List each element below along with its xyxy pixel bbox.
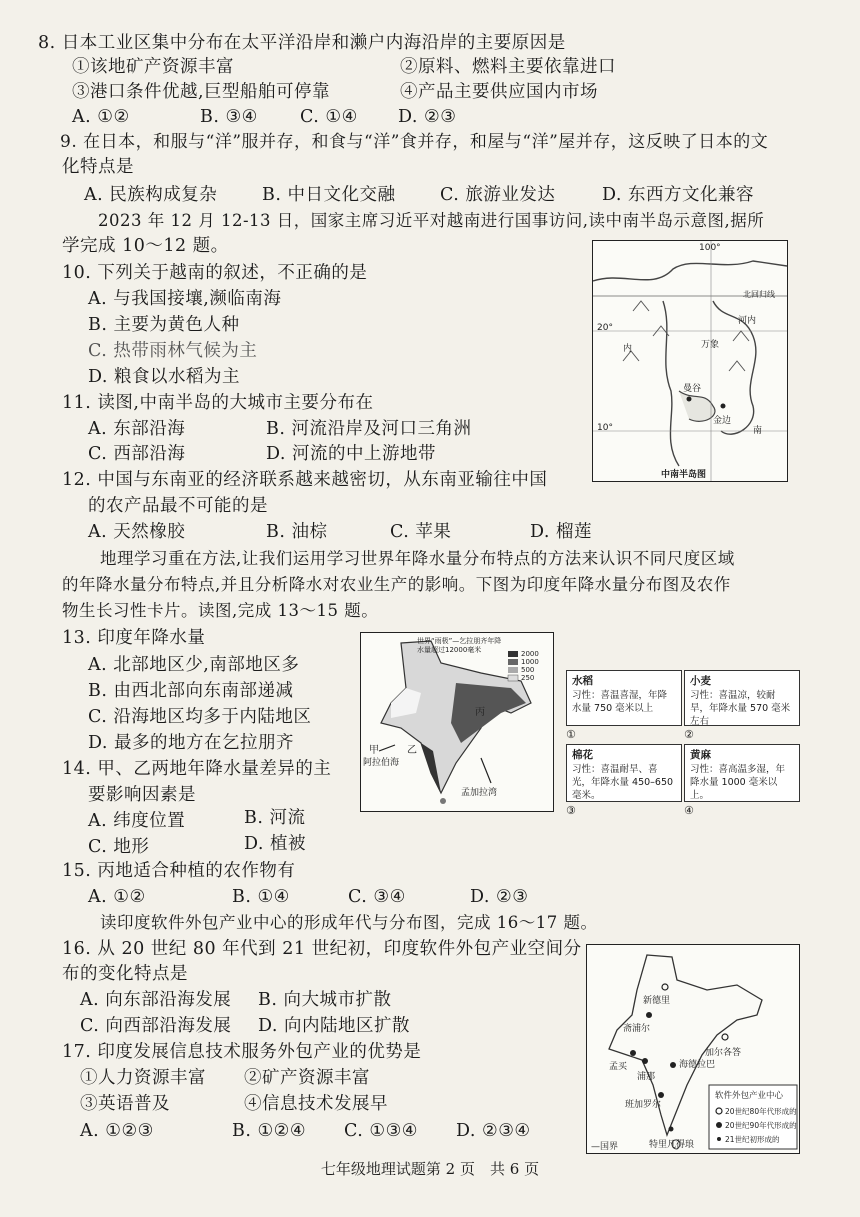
intro-13-15: 地理学习重在方法,让我们运用学习世界年降水量分布特点的方法来认识不同尺度区域	[100, 549, 735, 568]
crop-card-number: ④	[684, 804, 694, 817]
q12-choice-d: D. 榴莲	[530, 522, 593, 542]
q14-choice-a: A. 纬度位置	[88, 811, 186, 831]
intro-10-12-cont: 学完成 10～12 题。	[62, 236, 229, 256]
software-city-label: 新德里	[643, 996, 671, 1006]
q9-stem: 9. 在日本，和服与“洋”服并存，和食与“洋”食并存，和屋与“洋”屋并存，这反映了日本的文	[60, 132, 769, 152]
q17-choice-b: B. ①②④	[232, 1121, 307, 1141]
q16-choice-b: B. 向大城市扩散	[258, 990, 392, 1010]
rain-label-bay-of-bengal: 孟加拉湾	[461, 788, 498, 798]
q10-choice-a: A. 与我国接壤,濒临南海	[88, 289, 282, 309]
q9-choice-a: A. 民族构成复杂	[84, 185, 218, 205]
q10-stem: 10. 下列关于越南的叙述，不正确的是	[62, 263, 368, 283]
rain-legend-value: 1000	[521, 658, 539, 666]
q11-choice-c: C. 西部沿海	[88, 444, 186, 464]
indochina-label: 100°	[699, 243, 721, 253]
crop-card-title: 水稻	[572, 675, 593, 687]
q12-choice-b: B. 油棕	[266, 522, 328, 542]
rain-legend-title: 世界“雨极”—乞拉朋齐年降水量超过12000毫米	[417, 637, 502, 654]
q13-stem: 13. 印度年降水量	[62, 628, 206, 648]
software-city-label: 斋浦尔	[623, 1024, 651, 1034]
software-legend-item: 21世纪初形成的	[725, 1135, 780, 1144]
indochina-label: 内	[623, 344, 633, 354]
q14-choice-d: D. 植被	[244, 834, 307, 854]
software-legend-item: 20世纪80年代形成的	[725, 1107, 797, 1116]
q9-choice-d: D. 东西方文化兼容	[602, 185, 755, 205]
q17-opt-3: ③英语普及	[80, 1094, 170, 1114]
q8-opt-1: ①该地矿产资源丰富	[72, 57, 234, 77]
q11-choice-a: A. 东部沿海	[88, 419, 186, 439]
indochina-label: 万象	[701, 340, 720, 350]
q12-choice-c: C. 苹果	[390, 522, 452, 542]
crop-card-jute	[684, 744, 800, 802]
software-boundary-label: —国界	[591, 1142, 619, 1152]
q15-choice-c: C. ③④	[348, 887, 406, 907]
intro-16-17: 读印度软件外包产业中心的形成年代与分布图，完成 16～17 题。	[100, 913, 598, 932]
q15-choice-a: A. ①②	[88, 887, 146, 907]
q14-stem-cont: 要影响因素是	[88, 785, 196, 805]
indochina-label: 南	[753, 426, 763, 436]
indochina-label: 10°	[597, 423, 613, 433]
q10-choice-c: C. 热带雨林气候为主	[88, 341, 258, 361]
q12-stem-cont: 的农产品最不可能的是	[88, 496, 268, 516]
q17-choice-d: D. ②③④	[456, 1121, 531, 1141]
intro-13-15-cont2: 物生长习性卡片。读图,完成 13～15 题。	[62, 601, 379, 620]
q12-choice-a: A. 天然橡胶	[88, 522, 186, 542]
q17-choice-a: A. ①②③	[80, 1121, 154, 1141]
q8-stem: 8. 日本工业区集中分布在太平洋沿岸和濑户内海沿岸的主要原因是	[38, 33, 566, 53]
q8-opt-2: ②原料、燃料主要依靠进口	[400, 57, 616, 77]
indochina-map-drawing	[593, 241, 787, 481]
crop-card-number: ①	[566, 728, 576, 741]
indochina-map	[592, 240, 788, 482]
rain-legend-value: 500	[521, 666, 535, 674]
software-legend-item: 20世纪90年代形成的	[725, 1121, 797, 1130]
rain-label-arabian-sea: 阿拉伯海	[363, 758, 400, 768]
q13-choice-b: B. 由西北部向东南部递减	[88, 681, 294, 701]
q16-stem: 16. 从 20 世纪 80 年代到 21 世纪初，印度软件外包产业空间分	[62, 939, 582, 959]
rain-legend-value: 2000	[521, 650, 539, 658]
indochina-label: 曼谷	[683, 384, 702, 394]
indochina-label: 河内	[738, 316, 757, 326]
q17-stem: 17. 印度发展信息技术服务外包产业的优势是	[62, 1042, 422, 1062]
q17-opt-1: ①人力资源丰富	[80, 1068, 206, 1088]
q8-opt-4: ④产品主要供应国内市场	[400, 82, 598, 102]
intro-10-12: 2023 年 12 月 12-13 日，国家主席习近平对越南进行国事访问,读中南半岛示意图,据所	[98, 211, 765, 230]
software-city-label: 海德拉巴	[679, 1060, 716, 1070]
q8-opt-3: ③港口条件优越,巨型船舶可停靠	[72, 82, 331, 102]
q10-choice-d: D. 粮食以水稻为主	[88, 367, 241, 387]
q9-choice-b: B. 中日文化交融	[262, 185, 396, 205]
q14-choice-b: B. 河流	[244, 808, 306, 828]
indochina-label: 金边	[713, 416, 732, 426]
rain-label-yi: 乙	[407, 745, 417, 756]
india-software-map	[586, 944, 800, 1154]
q16-choice-a: A. 向东部沿海发展	[80, 990, 232, 1010]
q12-stem: 12. 中国与东南亚的经济联系越来越密切，从东南亚输往中国	[62, 470, 548, 490]
rain-label-jia: 甲	[369, 745, 379, 756]
crop-card-number: ③	[566, 804, 576, 817]
software-city-label: 特里凡得琅	[649, 1140, 695, 1150]
software-city-label: 班加罗尔	[625, 1100, 662, 1110]
q14-choice-c: C. 地形	[88, 837, 150, 857]
rain-label-bing: 丙	[475, 707, 485, 718]
intro-13-15-cont1: 的年降水量分布特点,并且分析降水对农业生产的影响。下图为印度年降水量分布图及农作	[62, 575, 731, 594]
q15-choice-d: D. ②③	[470, 887, 529, 907]
indochina-label: 20°	[597, 323, 613, 333]
q8-choice-c: C. ①④	[300, 107, 358, 127]
crop-card-text: 习性：喜温耐旱、喜光，年降水量 450–650 毫米。	[572, 764, 674, 801]
q16-stem-cont: 布的变化特点是	[62, 964, 188, 984]
crop-card-title: 黄麻	[690, 749, 711, 761]
q16-choice-c: C. 向西部沿海发展	[80, 1016, 232, 1036]
crop-card-rice	[566, 670, 682, 726]
q8-choice-d: D. ②③	[398, 107, 457, 127]
indochina-map-caption: 中南半岛图	[661, 470, 707, 480]
rain-legend-value: 250	[521, 674, 535, 682]
q17-opt-2: ②矿产资源丰富	[244, 1068, 370, 1088]
q17-choice-c: C. ①③④	[344, 1121, 418, 1141]
software-city-label: 浦那	[637, 1072, 656, 1082]
crop-card-title: 小麦	[690, 675, 711, 687]
q16-choice-d: D. 向内陆地区扩散	[258, 1016, 411, 1036]
crop-card-text: 习性：喜温凉，较耐旱，年降水量 570 毫米左右	[690, 690, 791, 727]
q9-stem-cont: 化特点是	[62, 157, 134, 177]
software-city-label: 孟买	[609, 1062, 628, 1072]
crop-card-text: 习性：喜温喜湿，年降水量 750 毫米以上	[572, 690, 668, 714]
software-city-label: 加尔各答	[705, 1048, 742, 1058]
q13-choice-a: A. 北部地区少,南部地区多	[88, 655, 300, 675]
q9-choice-c: C. 旅游业发达	[440, 185, 556, 205]
q14-stem: 14. 甲、乙两地年降水量差异的主	[62, 759, 332, 779]
q17-opt-4: ④信息技术发展早	[244, 1094, 388, 1114]
page-footer: 七年级地理试题第 2 页 共 6 页	[320, 1160, 540, 1178]
q11-choice-b: B. 河流沿岸及河口三角洲	[266, 419, 472, 439]
india-rainfall-map	[360, 632, 554, 812]
q10-choice-b: B. 主要为黄色人种	[88, 315, 240, 335]
q15-stem: 15. 丙地适合种植的农作物有	[62, 861, 296, 881]
q8-choice-a: A. ①②	[72, 107, 130, 127]
q11-choice-d: D. 河流的中上游地带	[266, 444, 437, 464]
q8-choice-b: B. ③④	[200, 107, 258, 127]
crop-card-cotton	[566, 744, 682, 802]
q13-choice-d: D. 最多的地方在乞拉朋齐	[88, 733, 295, 753]
crop-card-wheat	[684, 670, 800, 726]
crop-card-text: 习性：喜高温多湿，年降水量 1000 毫米以上。	[690, 764, 786, 801]
crop-card-title: 棉花	[572, 749, 593, 761]
software-legend-title: 软件外包产业中心	[715, 1091, 784, 1101]
q15-choice-b: B. ①④	[232, 887, 290, 907]
crop-card-number: ②	[684, 728, 694, 741]
q11-stem: 11. 读图,中南半岛的大城市主要分布在	[62, 393, 374, 413]
indochina-label: 北回归线	[743, 290, 775, 299]
q13-choice-c: C. 沿海地区均多于内陆地区	[88, 707, 312, 727]
